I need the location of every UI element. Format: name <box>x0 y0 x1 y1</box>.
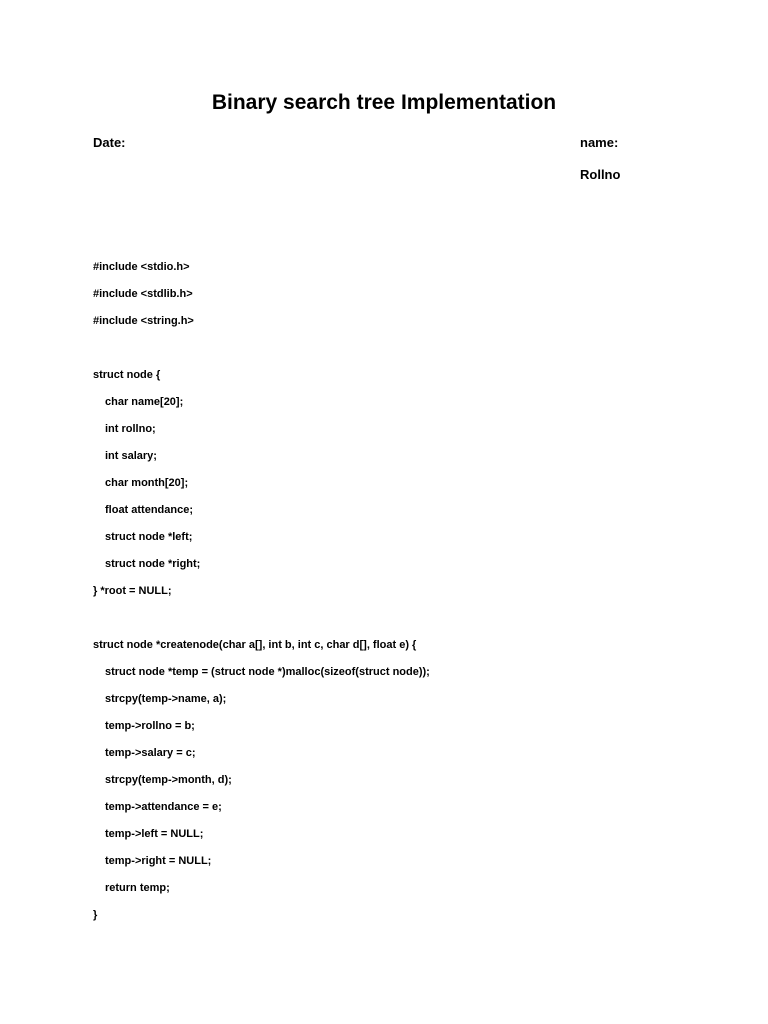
code-line: } <box>93 909 98 921</box>
code-line: temp->rollno = b; <box>105 720 195 732</box>
date-label: Date: <box>93 135 126 150</box>
code-line: strcpy(temp->month, d); <box>105 774 232 786</box>
code-line: struct node { <box>93 369 161 381</box>
code-line: temp->left = NULL; <box>105 828 204 840</box>
code-line: } *root = NULL; <box>93 585 172 597</box>
code-line: #include <stdio.h> <box>93 261 190 273</box>
code-line: char name[20]; <box>105 396 184 408</box>
code-line: #include <stdlib.h> <box>93 288 193 300</box>
code-line: struct node *right; <box>105 558 201 570</box>
name-label: name: <box>580 135 619 150</box>
code-line: float attendance; <box>105 504 194 516</box>
code-line: int rollno; <box>105 423 156 435</box>
code-line: struct node *left; <box>105 531 193 543</box>
code-line: #include <string.h> <box>93 315 194 327</box>
code-line: temp->right = NULL; <box>105 855 212 867</box>
code-line: strcpy(temp->name, a); <box>105 693 227 705</box>
code-line: temp->salary = c; <box>105 747 196 759</box>
code-line: temp->attendance = e; <box>105 801 222 813</box>
code-line: int salary; <box>105 450 157 462</box>
code-line: char month[20]; <box>105 477 189 489</box>
rollno-label: Rollno <box>580 167 621 182</box>
code-line: struct node *createnode(char a[], int b, int c, char d[], float e) { <box>93 639 417 651</box>
code-line: return temp; <box>105 882 170 894</box>
document-title: Binary search tree Implementation <box>211 91 557 114</box>
code-line: struct node *temp = (struct node *)malloc(sizeof(struct node)); <box>105 666 430 678</box>
